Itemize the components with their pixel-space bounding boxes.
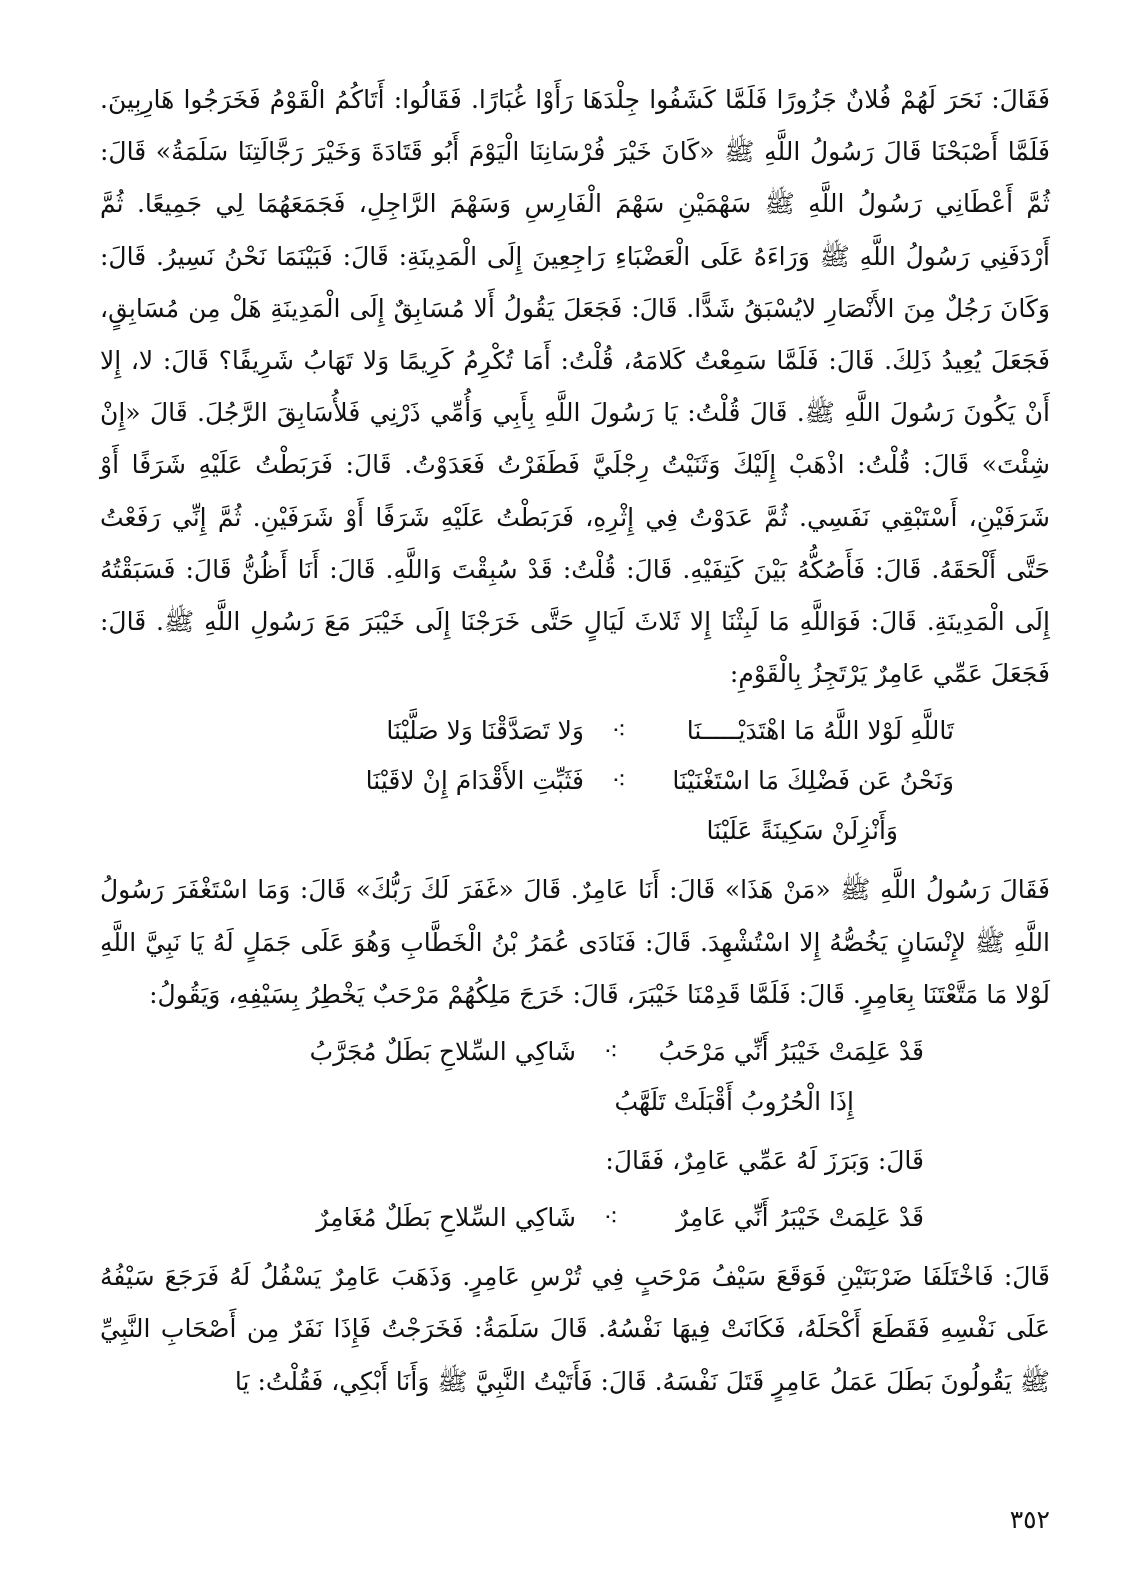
verse-block-2 bbox=[100, 1027, 1050, 1127]
verse-single-line: إِذَا الْحُرُوبُ أَقْبَلَتْ تَلَهَّبُ bbox=[614, 1087, 854, 1117]
verse-block-3 bbox=[100, 1193, 1050, 1243]
page-body bbox=[100, 74, 1050, 1408]
verse-hemistich-first: قَدْ عَلِمَتْ خَيْبَرُ أَنِّي مَرْحَبُ bbox=[658, 1037, 924, 1067]
verse-single-line: وَأَنْزِلَنْ سَكِينَةً عَلَيْنَا bbox=[706, 816, 898, 846]
verse-line bbox=[100, 756, 1050, 806]
verse-line bbox=[100, 806, 1050, 856]
page-number: ٣٥٢ bbox=[1009, 1505, 1050, 1534]
verse-hemistich-second: وَلا تَصَدَّقْنَا وَلا صَلَّيْنَا bbox=[386, 716, 584, 746]
verse-hemistich-second: شَاكِي السِّلاحِ بَطَلٌ مُجَرَّبُ bbox=[309, 1037, 576, 1067]
verse-hemistich-second: فَثَبِّتِ الأَقْدَامَ إِنْ لاقَيْنَا bbox=[365, 766, 584, 796]
verse-block-1 bbox=[100, 706, 1050, 856]
paragraph-2: فَقَالَ رَسُولُ اللَّهِ ﷺ «مَنْ هَذَا» قَالَ: أَنَا عَامِرٌ. قَالَ «غَفَرَ لَكَ رَبُّكَ» قَالَ: وَمَا اسْتَغْفَرَ رَسُولُ اللَّهِ ﷺ لإِنْسَانٍ يَخُصُّهُ إِلا اسْتُشْهِدَ. قَالَ: فَنَادَى عُمَرُ بْنُ الْخَطَّابِ وَهُوَ عَلَى جَمَلٍ لَهُ يَا نَبِيَّ اللَّهِ لَوْلا مَا مَتَّعْتَنَا بِعَامِرٍ. قَالَ: فَلَمَّا قَدِمْنَا خَيْبَرَ، قَالَ: خَرَجَ مَلِكُهُمْ مَرْحَبٌ يَخْطِرُ بِسَيْفِهِ، وَيَقُولُ: bbox=[100, 875, 1050, 1009]
paragraph-3: قَالَ: وَبَرَزَ لَهُ عَمِّي عَامِرٌ، فَقَالَ: bbox=[605, 1146, 924, 1176]
paragraph-4: قَالَ: فَاخْتَلَفَا ضَرْبَتَيْنِ فَوَقَعَ سَيْفُ مَرْحَبٍ فِي تُرْسِ عَامِرٍ. وَذَهَبَ عَامِرٌ يَسْفُلُ لَهُ فَرَجَعَ سَيْفُهُ عَلَى نَفْسِهِ فَقَطَعَ أَكْحَلَهُ، فَكَانَتْ فِيهَا نَفْسُهُ. قَالَ سَلَمَةُ: فَخَرَجْتُ فَإِذَا نَفَرٌ مِن أَصْحَابِ النَّبِيِّ ﷺ يَقُولُونَ بَطَلَ عَمَلُ عَامِرٍ قَتَلَ نَفْسَهُ. قَالَ: فَأَتَيْتُ النَّبِيَّ ﷺ وَأَنَا أَبْكِي، فَقُلْتُ: يَا bbox=[100, 1262, 1050, 1396]
verse-line bbox=[100, 1077, 1050, 1127]
verse-separator-icon: ⁖ bbox=[611, 766, 627, 796]
verse-hemistich-first: قَدْ عَلِمَتْ خَيْبَرُ أَنِّي عَامِرٌ bbox=[676, 1203, 924, 1233]
verse-separator-icon: ⁖ bbox=[603, 1037, 619, 1067]
verse-separator-icon: ⁖ bbox=[611, 716, 627, 746]
verse-line bbox=[100, 1027, 1050, 1077]
verse-separator-icon: ⁖ bbox=[603, 1203, 619, 1233]
verse-hemistich-first: وَنَحْنُ عَن فَضْلِكَ مَا اسْتَغْنَيْنَا bbox=[672, 766, 954, 796]
verse-hemistich-second: شَاكِي السِّلاحِ بَطَلٌ مُغَامِرٌ bbox=[316, 1203, 576, 1233]
verse-line bbox=[100, 706, 1050, 756]
verse-line bbox=[100, 1193, 1050, 1243]
verse-hemistich-first: تَاللَّهِ لَوْلا اللَّهُ مَا اهْتَدَيْـــــنَا bbox=[686, 716, 954, 746]
paragraph-1: فَقَالَ: نَحَرَ لَهُمْ فُلانٌ جَزُورًا فَلَمَّا كَشَفُوا جِلْدَهَا رَأَوْا غُبَارًا. فَقَالُوا: أَتَاكُمُ الْقَوْمُ فَخَرَجُوا هَارِبِينَ. فَلَمَّا أَصْبَحْنَا قَالَ رَسُولُ اللَّهِ ﷺ «كَانَ خَيْرَ فُرْسَانِنَا الْيَوْمَ أَبُو قَتَادَةَ وَخَيْرَ رَجَّالَتِنَا سَلَمَةُ» قَالَ: ثُمَّ أَعْطَانِي رَسُولُ اللَّهِ ﷺ سَهْمَيْنِ سَهْمَ الْفَارِسِ وَسَهْمَ الرَّاجِلِ، فَجَمَعَهُمَا لِي جَمِيعًا. ثُمَّ أَرْدَفَنِي رَسُولُ اللَّهِ ﷺ وَرَاءَهُ عَلَى الْعَضْبَاءِ رَاجِعِينَ إِلَى الْمَدِينَةِ: قَالَ: فَبَيْنَمَا نَحْنُ نَسِيرُ. قَالَ: وَكَانَ رَجُلٌ مِنَ الأَنْصَارِ لايُسْبَقُ شَدًّا. قَالَ: فَجَعَلَ يَقُولُ أَلا مُسَابِقٌ إِلَى الْمَدِينَةِ هَلْ مِن مُسَابِقٍ، فَجَعَلَ يُعِيدُ ذَلِكَ. قَالَ: فَلَمَّا سَمِعْتُ كَلامَهُ، قُلْتُ: أَمَا تُكْرِمُ كَرِيمًا وَلا تَهَابُ شَرِيفًا؟ قَالَ: لا، إِلا أَنْ يَكُونَ رَسُولَ اللَّهِ ﷺ. قَالَ قُلْتُ: يَا رَسُولَ اللَّهِ بِأَبِي وَأُمِّي ذَرْنِي فَلأُسَابِقَ الرَّجُلَ. قَالَ «إِنْ شِئْتَ» قَالَ: قُلْتُ: اذْهَبْ إِلَيْكَ وَثَنَيْتُ رِجْلَيَّ فَطَفَرْتُ فَعَدَوْتُ. قَالَ: فَرَبَطْتُ عَلَيْهِ شَرَفًا أَوْ شَرَفَيْنِ، أَسْتَبْقِي نَفَسِي. ثُمَّ عَدَوْتُ فِي إِثْرِهِ، فَرَبَطْتُ عَلَيْهِ شَرَفًا أَوْ شَرَفَيْنِ. ثُمَّ إِنِّي رَفَعْتُ حَتَّى أَلْحَقَهُ. قَالَ: فَأَصُكُّهُ بَيْنَ كَتِفَيْهِ. قَالَ: قُلْتُ: قَدْ سُبِقْتَ وَاللَّهِ. قَالَ: أَنَا أَظُنُّ قَالَ: فَسَبَقْتُهُ إِلَى الْمَدِينَةِ. قَالَ: فَوَاللَّهِ مَا لَبِثْنَا إِلا ثَلاثَ لَيَالٍ حَتَّى خَرَجْنَا إِلَى خَيْبَرَ مَعَ رَسُولِ اللَّهِ ﷺ. قَالَ: فَجَعَلَ عَمِّي عَامِرٌ يَرْتَجِزُ بِالْقَوْمِ: bbox=[100, 85, 1050, 689]
